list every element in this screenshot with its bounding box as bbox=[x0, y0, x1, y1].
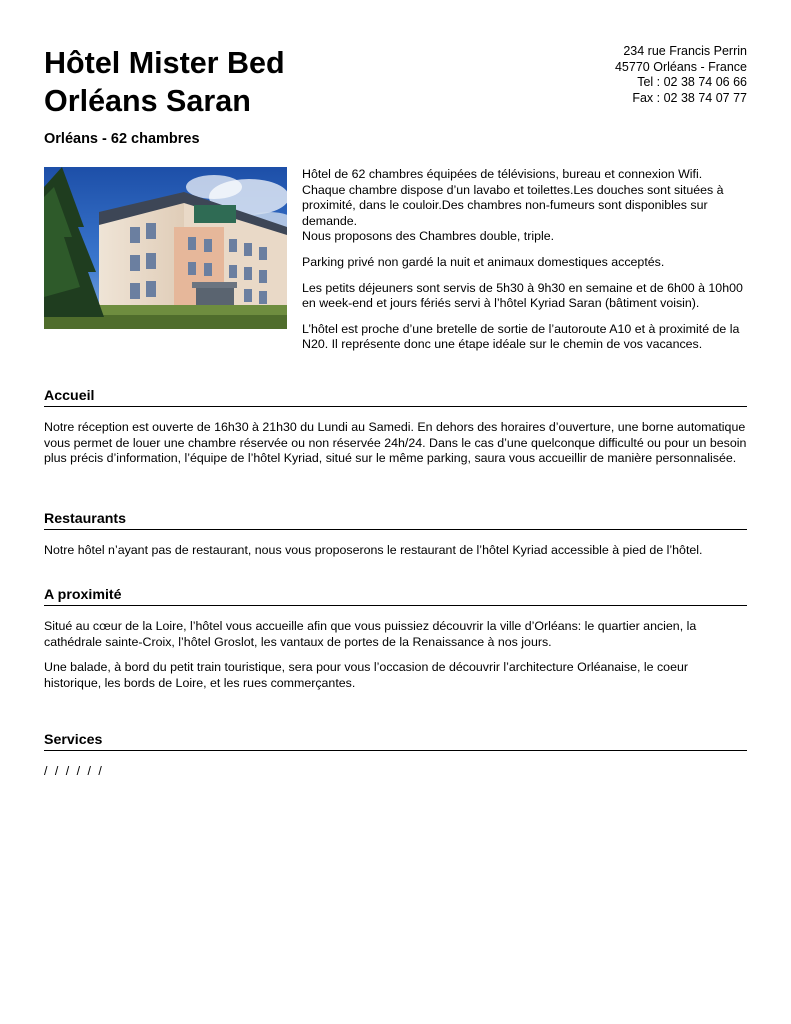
hotel-title-line2: Orléans Saran bbox=[44, 84, 251, 118]
address-phone: Tel : 02 38 74 06 66 bbox=[637, 75, 747, 89]
section-restaurants-text: Notre hôtel n’ayant pas de restaurant, nous vous proposerons le restaurant de l’hôtel Kyriad accessible à pied de l’hôtel. bbox=[44, 543, 703, 557]
intro-room-types: Nous proposons des Chambres double, triple. bbox=[302, 229, 555, 244]
section-services-title: Services bbox=[44, 732, 747, 751]
address-street: 234 rue Francis Perrin bbox=[623, 44, 747, 58]
section-services bbox=[44, 732, 747, 790]
intro-location: L’hôtel est proche d’une bretelle de sortie de l’autoroute A10 et à proximité de la N20. Il représente donc une étape idéale sur le chemin de vos vacances. bbox=[302, 321, 740, 352]
hotel-photo bbox=[44, 167, 287, 329]
hotel-subtitle: Orléans - 62 chambres bbox=[44, 131, 200, 147]
section-proximite-title: A proximité bbox=[44, 587, 747, 606]
address-fax: Fax : 02 38 74 07 77 bbox=[632, 90, 747, 105]
section-services-text: / / / / / / bbox=[44, 764, 102, 778]
intro-parking: Parking privé non gardé la nuit et animaux domestiques acceptés. bbox=[302, 254, 665, 269]
address-city: 45770 Orléans - France bbox=[614, 59, 747, 74]
section-proximite bbox=[44, 587, 747, 701]
hotel-title-line1: Hôtel Mister Bed bbox=[44, 46, 285, 80]
section-accueil-text: Notre réception est ouverte de 16h30 à 21h30 du Lundi au Samedi. En dehors des horaires d’ouverture, une borne automatique vous permet de louer une chambre réservée ou non réservée 24h/24. Dans le cas d’une quelconque difficulté ou pour un besoin plus précis d’information, l’équipe de l’hôtel Kyriad, situé sur le même parking, saura vous accueillir de manière personnalisée. bbox=[44, 420, 747, 466]
section-accueil-title: Accueil bbox=[44, 388, 747, 407]
intro-breakfast: Les petits déjeuners sont servis de 5h30 à 9h30 en semaine et de 6h00 à 10h00 en week-end et jours fériés servi à l’hôtel Kyriad Saran (bâtiment voisin). bbox=[302, 280, 743, 311]
section-restaurants bbox=[44, 511, 747, 569]
section-proximite-text1: Situé au cœur de la Loire, l’hôtel vous accueille afin que vous puissiez découvrir la ville d’Orléans: le quartier ancien, la cathédrale sainte-Croix, l’hôtel Groslot, les vantaux de portes de la Renaissance à nos jours. bbox=[44, 619, 697, 649]
section-restaurants-title: Restaurants bbox=[44, 511, 747, 530]
section-accueil bbox=[44, 388, 747, 477]
intro-text bbox=[302, 167, 752, 363]
intro-equipment: Hôtel de 62 chambres équipées de télévisions, bureau et connexion Wifi. bbox=[302, 167, 703, 181]
hotel-title bbox=[44, 44, 464, 120]
intro-rooms: Chaque chambre dispose d’un lavabo et toilettes.Les douches sont situées à proximité, dans le couloir.Des chambres non-fumeurs sont disponibles sur demande. bbox=[302, 182, 724, 228]
hotel-address bbox=[487, 44, 747, 106]
section-proximite-text2: Une balade, à bord du petit train touristique, sera pour vous l’occasion de découvrir l’architecture Orléanaise, le coeur historique, les bords de Loire, et les rues commerçantes. bbox=[44, 660, 688, 690]
